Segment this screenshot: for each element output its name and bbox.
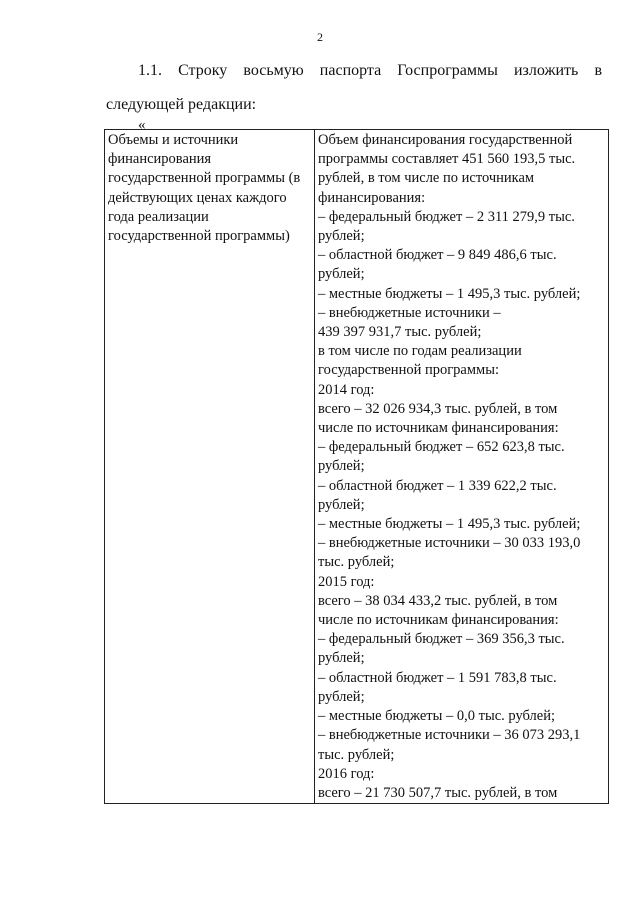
funding-detail-line: программы составляет 451 560 193,5 тыс. xyxy=(318,151,576,168)
funding-detail-line: всего – 21 730 507,7 тыс. рублей, в том xyxy=(318,784,558,801)
funding-detail-line: – местные бюджеты – 1 495,3 тыс. рублей; xyxy=(318,285,581,302)
funding-detail-line: – федеральный бюджет – 2 311 279,9 тыс. xyxy=(318,208,575,225)
funding-detail-line: – внебюджетные источники – 36 073 293,1 xyxy=(318,727,581,744)
funding-detail-line: Объем финансирования государственной xyxy=(318,132,573,148)
funding-label-line: года реализации xyxy=(108,208,209,225)
funding-detail-line: 2014 год: xyxy=(318,381,375,398)
funding-label-line: государственной программы (в xyxy=(108,170,301,187)
funding-detail-line: финансирования: xyxy=(318,189,426,206)
funding-detail-line: тыс. рублей; xyxy=(318,554,395,571)
page-number: 2 xyxy=(317,30,323,44)
funding-detail-line: всего – 38 034 433,2 тыс. рублей, в том xyxy=(318,592,558,609)
intro-paragraph: 1.1. Строку восьмую паспорта Госпрограммы изложить в следующей редакции: xyxy=(106,62,602,113)
funding-detail-line: – внебюджетные источники – 30 033 193,0 xyxy=(318,535,581,552)
funding-label-line: действующих ценах каждого xyxy=(108,189,287,206)
funding-detail-line: – внебюджетные источники – xyxy=(318,304,501,321)
funding-label-line: Объемы и источники xyxy=(108,132,239,148)
funding-detail-line: рублей; xyxy=(318,266,365,283)
funding-detail-line: – областной бюджет – 9 849 486,6 тыс. xyxy=(318,247,557,264)
funding-detail-line: числе по источникам финансирования: xyxy=(318,420,559,437)
funding-detail-line: рублей; xyxy=(318,228,365,245)
funding-detail-line: в том числе по годам реализации xyxy=(318,343,522,360)
funding-label-cell xyxy=(105,130,315,804)
funding-detail-line: – областной бюджет – 1 339 622,2 тыс. xyxy=(318,477,557,494)
funding-detail-line: всего – 32 026 934,3 тыс. рублей, в том xyxy=(318,400,558,417)
funding-detail-line: – областной бюджет – 1 591 783,8 тыс. xyxy=(318,669,557,686)
funding-label-line: государственной программы) xyxy=(108,228,290,245)
funding-detail-line: – местные бюджеты – 1 495,3 тыс. рублей; xyxy=(318,516,581,533)
funding-detail-line: – федеральный бюджет – 369 356,3 тыс. xyxy=(318,631,565,648)
funding-detail-line: числе по источникам финансирования: xyxy=(318,612,559,629)
opening-quote-mark: « xyxy=(138,117,146,133)
funding-detail-line: тыс. рублей; xyxy=(318,746,395,763)
funding-detail-line: 2016 год: xyxy=(318,765,375,782)
funding-detail-line: рублей; xyxy=(318,688,365,705)
funding-details-cell xyxy=(315,130,609,804)
passport-table xyxy=(104,129,609,804)
funding-detail-line: – федеральный бюджет – 652 623,8 тыс. xyxy=(318,439,565,456)
table-row xyxy=(105,130,609,804)
funding-detail-line: рублей, в том числе по источникам xyxy=(318,170,535,187)
funding-detail-line: рублей; xyxy=(318,496,365,513)
funding-label-line: финансирования xyxy=(108,151,212,168)
funding-detail-line: 439 397 931,7 тыс. рублей; xyxy=(318,324,482,341)
funding-detail-line: – местные бюджеты – 0,0 тыс. рублей; xyxy=(318,708,555,725)
funding-detail-line: государственной программы: xyxy=(318,362,499,379)
funding-detail-line: 2015 год: xyxy=(318,573,375,590)
funding-detail-line: рублей; xyxy=(318,650,365,667)
funding-detail-line: рублей; xyxy=(318,458,365,475)
